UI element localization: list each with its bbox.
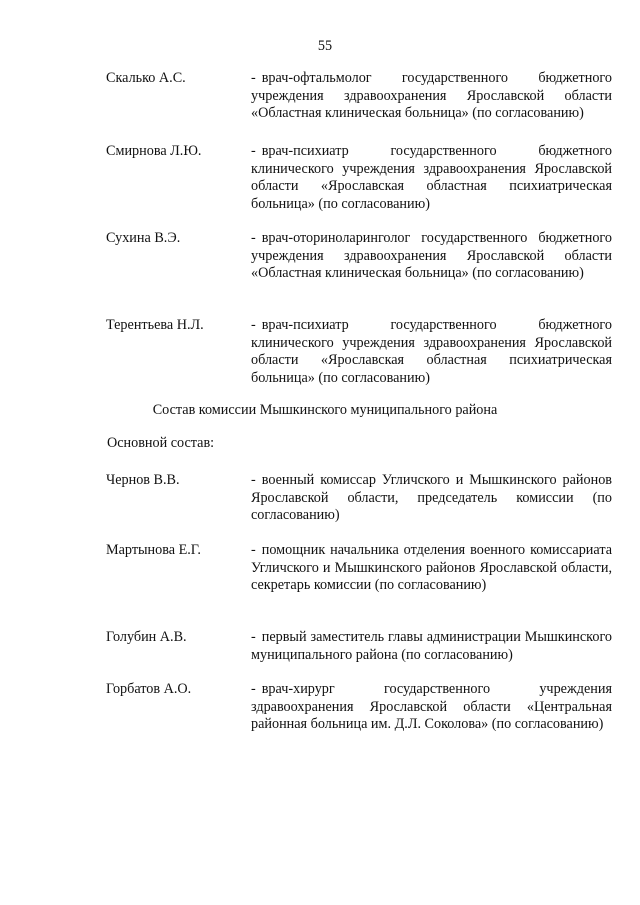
member-role: помощник начальника отделения военного комиссариата Угличского и Мышкинского районов Ярославской области, секретарь комиссии (по согласованию) bbox=[251, 542, 612, 594]
member-description bbox=[251, 681, 612, 734]
member-name: Голубин А.В. bbox=[106, 629, 187, 645]
member-role: врач-психиатр государственного бюджетного клинического учреждения здравоохранения Ярославской области «Ярославская областная психиатрическая больница» (по согласованию) bbox=[251, 143, 612, 212]
member-description bbox=[251, 70, 612, 123]
member-role: врач-психиатр государственного бюджетного клинического учреждения здравоохранения Ярославской области «Ярославская областная психиатрическая больница» (по согласованию) bbox=[251, 317, 612, 386]
member-description bbox=[251, 230, 612, 283]
dash: - bbox=[251, 681, 256, 697]
dash: - bbox=[251, 629, 256, 645]
member-name: Чернов В.В. bbox=[106, 472, 180, 488]
dash: - bbox=[251, 230, 256, 246]
dash: - bbox=[251, 143, 256, 159]
member-description bbox=[251, 542, 612, 595]
member-name: Терентьева Н.Л. bbox=[106, 317, 204, 333]
section-title: Состав комиссии Мышкинского муниципального района bbox=[152, 402, 498, 418]
member-name: Смирнова Л.Ю. bbox=[106, 143, 202, 159]
member-role: врач-хирург государственного учреждения здравоохранения Ярославской области «Центральная районная больница им. Д.Л. Соколова» (по согласованию) bbox=[251, 681, 612, 733]
member-name: Горбатов А.О. bbox=[106, 681, 192, 697]
member-name: Сухина В.Э. bbox=[106, 230, 181, 246]
dash: - bbox=[251, 472, 256, 488]
member-description bbox=[251, 472, 612, 525]
member-role: врач-офтальмолог государственного бюджетного учреждения здравоохранения Ярославской области «Областная клиническая больница» (по согласованию) bbox=[251, 70, 612, 122]
member-description bbox=[251, 317, 612, 387]
dash: - bbox=[251, 317, 256, 333]
dash: - bbox=[251, 70, 256, 86]
dash: - bbox=[251, 542, 256, 558]
member-description bbox=[251, 143, 612, 213]
member-description bbox=[251, 629, 612, 664]
member-role: врач-оториноларинголог государственного бюджетного учреждения здравоохранения Ярославской области «Областная клиническая больница» (по согласованию) bbox=[251, 230, 612, 282]
member-role: первый заместитель главы администрации Мышкинского муниципального района (по согласованию) bbox=[251, 629, 612, 663]
subheading: Основной состав: bbox=[107, 435, 215, 451]
page-number: 55 bbox=[317, 38, 333, 54]
member-name: Скалько А.С. bbox=[106, 70, 186, 86]
member-name: Мартынова Е.Г. bbox=[106, 542, 201, 558]
member-role: военный комиссар Угличского и Мышкинского районов Ярославской области, председатель комиссии (по согласованию) bbox=[251, 472, 612, 524]
